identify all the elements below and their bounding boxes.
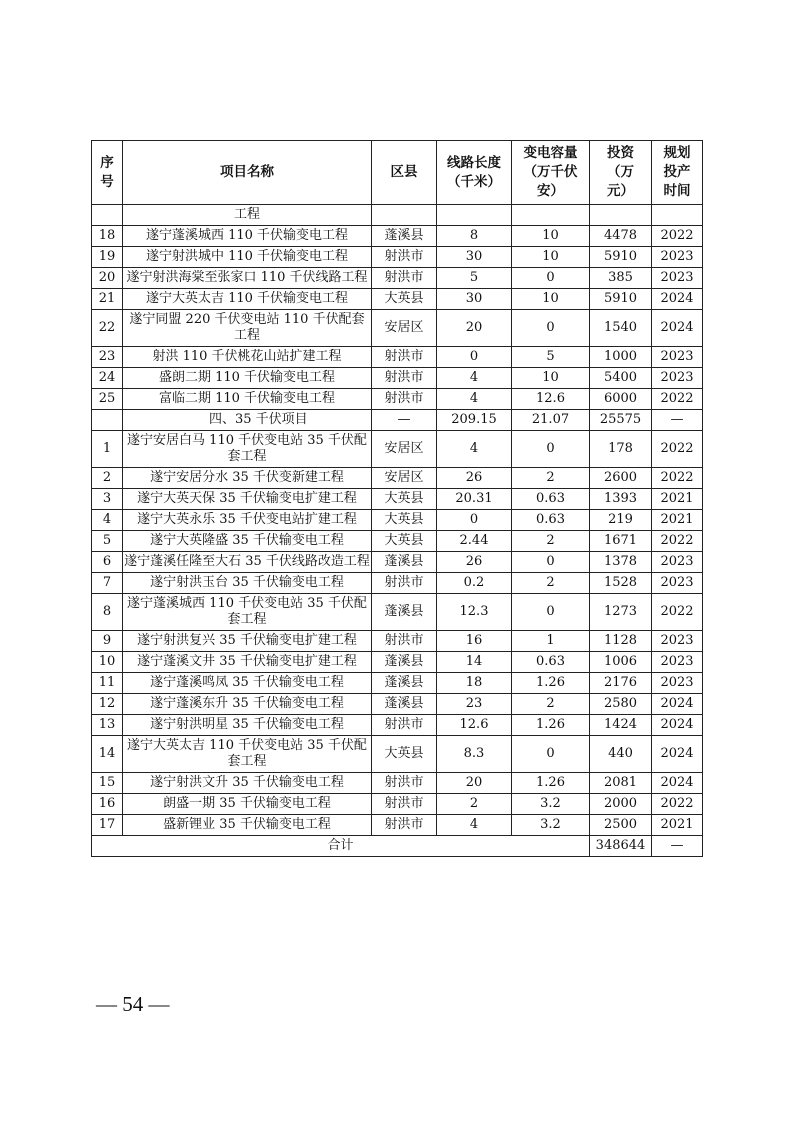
row-length: 14: [437, 652, 512, 673]
row-capacity: 0: [512, 268, 590, 289]
total-row: [92, 836, 703, 857]
row-seq: 7: [92, 573, 123, 594]
row-capacity: 10: [512, 226, 590, 247]
row-district: 安居区: [372, 468, 437, 489]
row-district: 大英县: [372, 289, 437, 310]
row-capacity: 0.63: [512, 510, 590, 531]
row-investment: 440: [590, 736, 652, 773]
section-year: —: [652, 410, 703, 431]
row-investment: 1273: [590, 594, 652, 631]
row-capacity: 3.2: [512, 815, 590, 836]
row-capacity: 0.63: [512, 652, 590, 673]
row-name: 遂宁射洪明星 35 千伏输变电工程: [123, 715, 372, 736]
row-length: 12.6: [437, 715, 512, 736]
row-name: 朗盛一期 35 千伏输变电工程: [123, 794, 372, 815]
row-year: 2023: [652, 573, 703, 594]
table-row: [92, 594, 703, 631]
row-year: 2024: [652, 736, 703, 773]
row-length: 4: [437, 431, 512, 468]
row-seq: 12: [92, 694, 123, 715]
header-name: 项目名称: [123, 141, 372, 205]
row-district: 蓬溪县: [372, 652, 437, 673]
header-district: 区县: [372, 141, 437, 205]
row-year: 2022: [652, 594, 703, 631]
row-district: 蓬溪县: [372, 694, 437, 715]
row-district: 大英县: [372, 489, 437, 510]
row-seq: 9: [92, 631, 123, 652]
total-year: —: [652, 836, 703, 857]
row-length: 18: [437, 673, 512, 694]
section-title: 四、35 千伏项目: [123, 410, 372, 431]
table-row: [92, 226, 703, 247]
table-row: [92, 631, 703, 652]
row-capacity: 3.2: [512, 794, 590, 815]
row-name: 遂宁射洪城中 110 千伏输变电工程: [123, 247, 372, 268]
row-length: 0.2: [437, 573, 512, 594]
table-row: [92, 815, 703, 836]
row-length: 4: [437, 389, 512, 410]
row-length: 4: [437, 815, 512, 836]
row-length: 5: [437, 268, 512, 289]
row-name: 富临二期 110 千伏输变电工程: [123, 389, 372, 410]
table-row: [92, 510, 703, 531]
row-seq: 6: [92, 552, 123, 573]
row-seq: 19: [92, 247, 123, 268]
table-row: [92, 431, 703, 468]
header-row: [92, 141, 703, 205]
row-investment: 385: [590, 268, 652, 289]
row-capacity: 2: [512, 531, 590, 552]
row-seq: 13: [92, 715, 123, 736]
row-length: 4: [437, 368, 512, 389]
row-district: 大英县: [372, 531, 437, 552]
row-name: 遂宁蓬溪鸣凤 35 千伏输变电工程: [123, 673, 372, 694]
row-capacity: 0: [512, 310, 590, 347]
project-table: [91, 140, 703, 857]
row-capacity: 12.6: [512, 389, 590, 410]
row-year: 2024: [652, 715, 703, 736]
row-name: 遂宁同盟 220 千伏变电站 110 千伏配套工程: [123, 310, 372, 347]
table-row: [92, 794, 703, 815]
row-district: 射洪市: [372, 268, 437, 289]
row-investment: 2600: [590, 468, 652, 489]
row-capacity: 0: [512, 736, 590, 773]
row-length: 0: [437, 510, 512, 531]
row-name: 遂宁大英太吉 110 千伏变电站 35 千伏配套工程: [123, 736, 372, 773]
row-length: 2: [437, 794, 512, 815]
row-seq: 22: [92, 310, 123, 347]
row-seq: 20: [92, 268, 123, 289]
row-length: 23: [437, 694, 512, 715]
row-investment: 2000: [590, 794, 652, 815]
row-name: 遂宁蓬溪任隆至大石 35 千伏线路改造工程: [123, 552, 372, 573]
row-name: 遂宁射洪玉台 35 千伏输变电工程: [123, 573, 372, 594]
row-seq: 14: [92, 736, 123, 773]
row-length: 30: [437, 289, 512, 310]
row-capacity: 10: [512, 368, 590, 389]
row-investment: 4478: [590, 226, 652, 247]
row-seq: 18: [92, 226, 123, 247]
row-length: 26: [437, 552, 512, 573]
row-length: 30: [437, 247, 512, 268]
row-district: 射洪市: [372, 715, 437, 736]
row-investment: 178: [590, 431, 652, 468]
row-capacity: 1.26: [512, 773, 590, 794]
header-investment: 投资（万元）: [590, 141, 652, 205]
row-capacity: 1: [512, 631, 590, 652]
row-investment: 219: [590, 510, 652, 531]
row-capacity: 1.26: [512, 673, 590, 694]
table-row: [92, 468, 703, 489]
row-investment: 6000: [590, 389, 652, 410]
row-district: 射洪市: [372, 389, 437, 410]
table-row: [92, 736, 703, 773]
row-district: 蓬溪县: [372, 673, 437, 694]
row-investment: 1528: [590, 573, 652, 594]
row-investment: 2500: [590, 815, 652, 836]
row-seq: 4: [92, 510, 123, 531]
table-row: [92, 652, 703, 673]
row-length: 8: [437, 226, 512, 247]
row-investment: 2580: [590, 694, 652, 715]
table-row: [92, 489, 703, 510]
row-seq: 2: [92, 468, 123, 489]
row-year: 2023: [652, 268, 703, 289]
row-seq: 16: [92, 794, 123, 815]
row-length: 8.3: [437, 736, 512, 773]
row-year: 2024: [652, 694, 703, 715]
row-length: 16: [437, 631, 512, 652]
row-year: 2023: [652, 631, 703, 652]
row-seq: 21: [92, 289, 123, 310]
row-capacity: 0: [512, 431, 590, 468]
row-district: 射洪市: [372, 347, 437, 368]
section-row: [92, 410, 703, 431]
row-name: 遂宁大英永乐 35 千伏变电站扩建工程: [123, 510, 372, 531]
row-year: 2021: [652, 510, 703, 531]
row-seq: 1: [92, 431, 123, 468]
row-seq: 25: [92, 389, 123, 410]
row-capacity: 2: [512, 694, 590, 715]
table-row: [92, 310, 703, 347]
row-year: 2022: [652, 431, 703, 468]
row-investment: 1540: [590, 310, 652, 347]
section-length: 209.15: [437, 410, 512, 431]
row-year: 2024: [652, 289, 703, 310]
row-investment: 1128: [590, 631, 652, 652]
row-district: 蓬溪县: [372, 226, 437, 247]
row-investment: 1006: [590, 652, 652, 673]
row-year: 2023: [652, 368, 703, 389]
header-capacity: 变电容量（万千伏安）: [512, 141, 590, 205]
row-year: 2023: [652, 347, 703, 368]
row-investment: 5910: [590, 247, 652, 268]
row-capacity: 0: [512, 552, 590, 573]
row-length: 0: [437, 347, 512, 368]
row-investment: 5400: [590, 368, 652, 389]
row-length: 12.3: [437, 594, 512, 631]
row-investment: 1424: [590, 715, 652, 736]
row-name: 遂宁安居分水 35 千伏变新建工程: [123, 468, 372, 489]
row-investment: 1000: [590, 347, 652, 368]
row-district: 射洪市: [372, 631, 437, 652]
row-investment: 1671: [590, 531, 652, 552]
page-number: — 54 —: [96, 992, 170, 1016]
row-name: 遂宁蓬溪城西 110 千伏变电站 35 千伏配套工程: [123, 594, 372, 631]
row-year: 2022: [652, 794, 703, 815]
row-capacity: 1.26: [512, 715, 590, 736]
row-seq: 15: [92, 773, 123, 794]
row-seq: 10: [92, 652, 123, 673]
row-name: 遂宁射洪海棠至张家口 110 千伏线路工程: [123, 268, 372, 289]
row-district: 射洪市: [372, 815, 437, 836]
row-seq: 23: [92, 347, 123, 368]
row-year: 2023: [652, 673, 703, 694]
row-seq: 11: [92, 673, 123, 694]
row-name: 射洪 110 千伏桃花山站扩建工程: [123, 347, 372, 368]
table-row: [92, 347, 703, 368]
row-district: 射洪市: [372, 573, 437, 594]
row-name: 遂宁大英太吉 110 千伏输变电工程: [123, 289, 372, 310]
row-district: 大英县: [372, 736, 437, 773]
row-district: 安居区: [372, 431, 437, 468]
row-length: 20: [437, 310, 512, 347]
row-name: 盛朗二期 110 千伏输变电工程: [123, 368, 372, 389]
section-district: —: [372, 410, 437, 431]
row-investment: 5910: [590, 289, 652, 310]
row-year: 2023: [652, 552, 703, 573]
total-investment: 348644: [590, 836, 652, 857]
table-row: [92, 773, 703, 794]
table-row: [92, 573, 703, 594]
continuation-row: [92, 205, 703, 226]
row-length: 20: [437, 773, 512, 794]
row-length: 2.44: [437, 531, 512, 552]
table-row: [92, 389, 703, 410]
row-year: 2024: [652, 310, 703, 347]
row-name: 盛新锂业 35 千伏输变电工程: [123, 815, 372, 836]
row-district: 大英县: [372, 510, 437, 531]
row-capacity: 10: [512, 289, 590, 310]
row-capacity: 2: [512, 468, 590, 489]
row-year: 2023: [652, 652, 703, 673]
table-row: [92, 694, 703, 715]
row-year: 2022: [652, 389, 703, 410]
row-year: 2024: [652, 773, 703, 794]
row-seq: 8: [92, 594, 123, 631]
header-length: 线路长度（千米）: [437, 141, 512, 205]
row-investment: 2081: [590, 773, 652, 794]
table-row: [92, 715, 703, 736]
row-name: 遂宁射洪复兴 35 千伏输变电扩建工程: [123, 631, 372, 652]
row-capacity: 10: [512, 247, 590, 268]
row-year: 2021: [652, 489, 703, 510]
row-district: 安居区: [372, 310, 437, 347]
row-year: 2022: [652, 468, 703, 489]
row-district: 蓬溪县: [372, 594, 437, 631]
row-investment: 1393: [590, 489, 652, 510]
row-name: 遂宁蓬溪城西 110 千伏输变电工程: [123, 226, 372, 247]
row-capacity: 2: [512, 573, 590, 594]
row-name: 遂宁大英天保 35 千伏输变电扩建工程: [123, 489, 372, 510]
row-year: 2022: [652, 226, 703, 247]
row-district: 射洪市: [372, 773, 437, 794]
row-year: 2023: [652, 247, 703, 268]
row-name: 遂宁蓬溪东升 35 千伏输变电工程: [123, 694, 372, 715]
row-investment: 1378: [590, 552, 652, 573]
table-row: [92, 552, 703, 573]
row-length: 26: [437, 468, 512, 489]
header-seq: 序号: [92, 141, 123, 205]
row-seq: 5: [92, 531, 123, 552]
section-investment: 25575: [590, 410, 652, 431]
row-name: 遂宁射洪文升 35 千伏输变电工程: [123, 773, 372, 794]
row-capacity: 0: [512, 594, 590, 631]
table-row: [92, 531, 703, 552]
table-row: [92, 247, 703, 268]
row-capacity: 5: [512, 347, 590, 368]
table-row: [92, 368, 703, 389]
header-plan-time: 规划投产时间: [652, 141, 703, 205]
row-name: 遂宁蓬溪文井 35 千伏输变电扩建工程: [123, 652, 372, 673]
row-district: 蓬溪县: [372, 552, 437, 573]
continuation-text: 工程: [123, 205, 372, 226]
table-row: [92, 673, 703, 694]
row-length: 20.31: [437, 489, 512, 510]
row-district: 射洪市: [372, 794, 437, 815]
row-investment: 2176: [590, 673, 652, 694]
row-name: 遂宁大英隆盛 35 千伏输变电工程: [123, 531, 372, 552]
row-capacity: 0.63: [512, 489, 590, 510]
total-label: 合计: [92, 836, 590, 857]
table-row: [92, 268, 703, 289]
table-row: [92, 289, 703, 310]
row-seq: 24: [92, 368, 123, 389]
row-year: 2022: [652, 531, 703, 552]
row-seq: 3: [92, 489, 123, 510]
row-district: 射洪市: [372, 247, 437, 268]
row-district: 射洪市: [372, 368, 437, 389]
row-year: 2021: [652, 815, 703, 836]
section-capacity: 21.07: [512, 410, 590, 431]
row-seq: 17: [92, 815, 123, 836]
row-name: 遂宁安居白马 110 千伏变电站 35 千伏配套工程: [123, 431, 372, 468]
